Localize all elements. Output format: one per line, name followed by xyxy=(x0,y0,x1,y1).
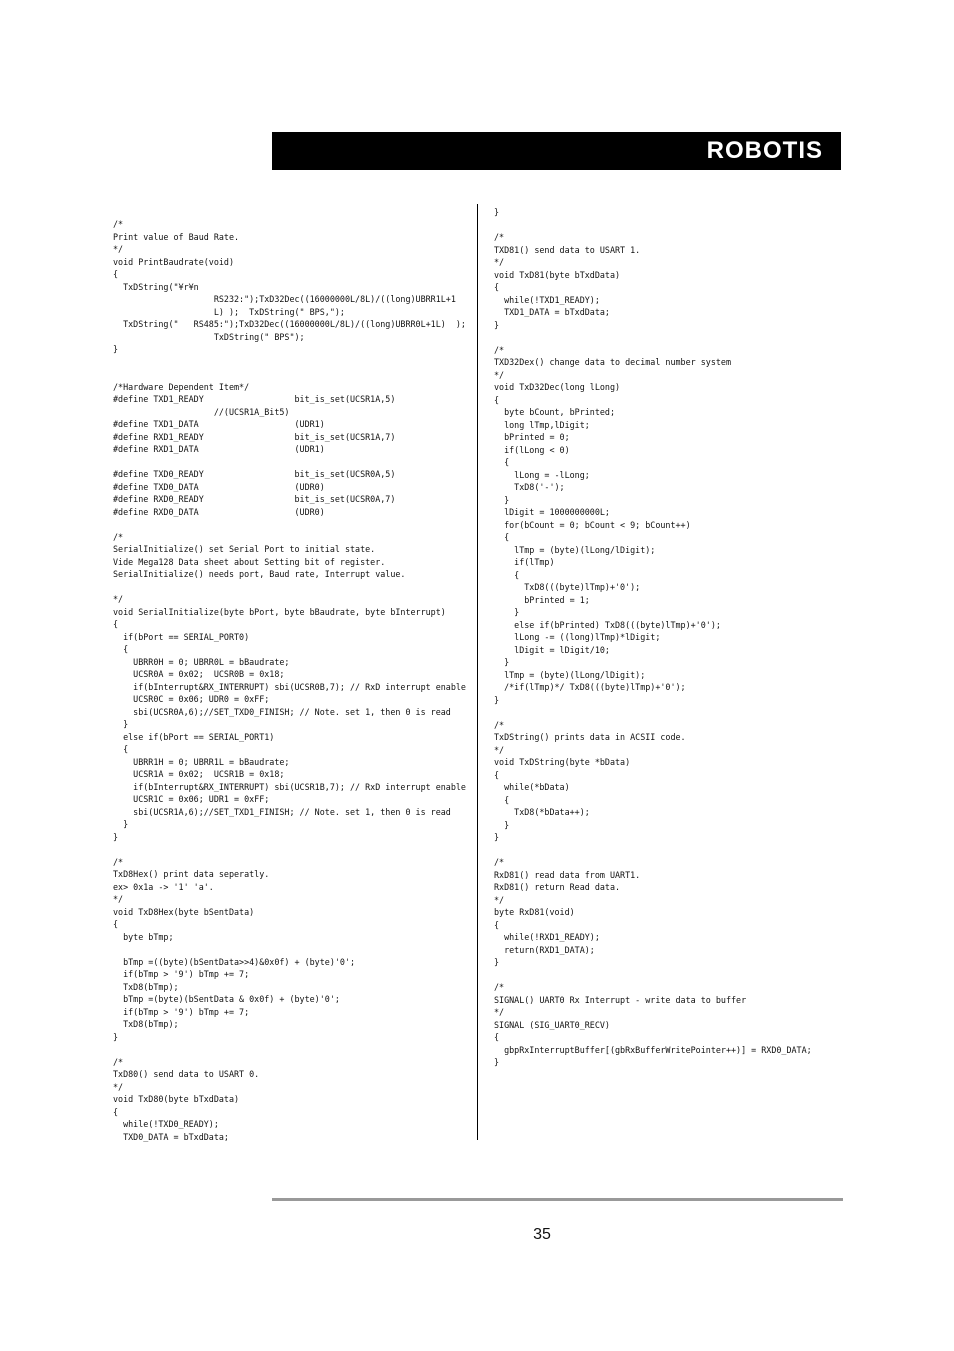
header-bar xyxy=(272,132,841,170)
footer-rule xyxy=(272,1198,843,1201)
robotis-logo: ROBOTIS xyxy=(706,137,823,164)
code-column-left: /* Print value of Baud Rate. */ void PrintBaudrate(void) { TxDString("¥r¥n RS232:");TxD32Dec((16000000L/8L)/((long)UBRR1L+1 L) ); TxDString(" BPS,"); TxDString(" RS485:");TxD32Dec((16000000L/8L)/((long)UBRR0L+1L) ); TxDString(" BPS"); } /*Hardware Dependent Item*/ #define TXD1_READY bit_is_set(UCSR1A,5) //(UCSR1A_Bit5) #define TXD1_DATA (UDR1) #define RXD1_READY bit_is_set(UCSR1A,7) #define RXD1_DATA (UDR1) #define TXD0_READY bit_is_set(UCSR0A,5) #define TXD0_DATA (UDR0) #define RXD0_READY bit_is_set(UCSR0A,7) #define RXD0_DATA (UDR0) /* SerialInitialize() set Serial Port to initial state. Vide Mega128 Data sheet about Setting bit of register. SerialInitialize() needs port, Baud rate, Interrupt value. */ void SerialInitialize(byte bPort, byte bBaudrate, byte bInterrupt) { if(bPort == SERIAL_PORT0) { UBRR0H = 0; UBRR0L = bBaudrate; UCSR0A = 0x02; UCSR0B = 0x18; if(bInterrupt&RX_INTERRUPT) sbi(UCSR0B,7); // RxD interrupt enable UCSR0C = 0x06; UDR0 = 0xFF; sbi(UCSR0A,6);//SET_TXD0_FINISH; // Note. set 1, then 0 is read } else if(bPort == SERIAL_PORT1) { UBRR1H = 0; UBRR1L = bBaudrate; UCSR1A = 0x02; UCSR1B = 0x18; if(bInterrupt&RX_INTERRUPT) sbi(UCSR1B,7); // RxD interrupt enable UCSR1C = 0x06; UDR1 = 0xFF; sbi(UCSR1A,6);//SET_TXD1_FINISH; // Note. set 1, then 0 is read } } /* TxD8Hex() print data seperatly. ex> 0x1a -> '1' 'a'. */ void TxD8Hex(byte bSentData) { byte bTmp; bTmp =((byte)(bSentData>>4)&0x0f) + (byte)'0'; if(bTmp > '9') bTmp += 7; TxD8(bTmp); bTmp =(byte)(bSentData & 0x0f) + (byte)'0'; if(bTmp > '9') bTmp += 7; TxD8(bTmp); } /* TxD80() send data to USART 0. */ void TxD80(byte bTxdData) { while(!TXD0_READY); TXD0_DATA = bTxdData; xyxy=(113,219,466,1142)
column-divider xyxy=(477,204,478,1140)
page-number: 35 xyxy=(533,1226,551,1243)
code-column-right: } /* TXD81() send data to USART 1. */ void TxD81(byte bTxdData) { while(!TXD1_READY); TXD1_DATA = bTxdData; } /* TXD32Dex() change data to decimal number system */ void TxD32Dec(long lLong) { byte bCount, bPrinted; long lTmp,lDigit; bPrinted = 0; if(lLong < 0) { lLong = -lLong; TxD8('-'); } lDigit = 1000000000L; for(bCount = 0; bCount < 9; bCount++) { lTmp = (byte)(lLong/lDigit); if(lTmp) { TxD8(((byte)lTmp)+'0'); bPrinted = 1; } else if(bPrinted) TxD8(((byte)lTmp)+'0'); lLong -= ((long)lTmp)*lDigit; lDigit = lDigit/10; } lTmp = (byte)(lLong/lDigit); /*if(lTmp)*/ TxD8(((byte)lTmp)+'0'); } /* TxDString() prints data in ACSII code. */ void TxDString(byte *bData) { while(*bData) { TxD8(*bData++); } } /* RxD81() read data from UART1. RxD81() return Read data. */ byte RxD81(void) { while(!RXD1_READY); return(RXD1_DATA); } /* SIGNAL() UART0 Rx Interrupt - write data to buffer */ SIGNAL (SIG_UART0_RECV) { gbpRxInterruptBuffer[(gbRxBufferWritePointer++)] = RXD0_DATA; } xyxy=(494,207,812,1067)
